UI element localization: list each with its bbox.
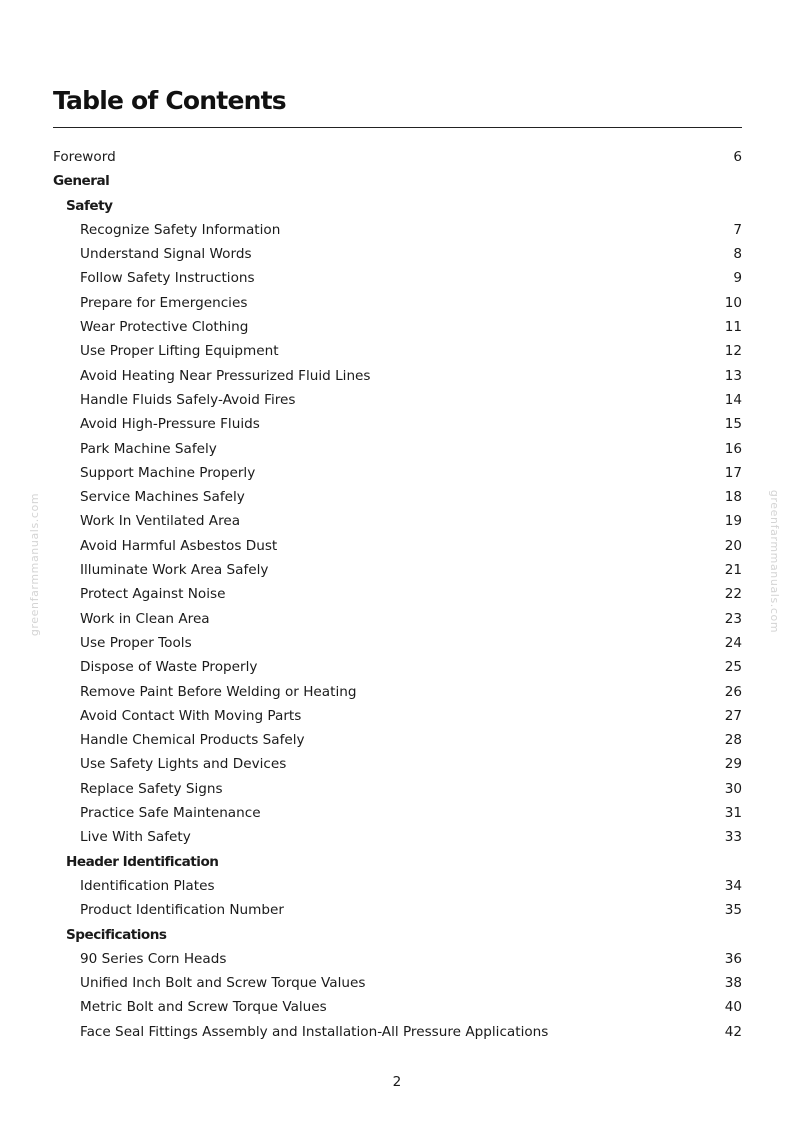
toc-entry[interactable] xyxy=(53,145,742,169)
toc-entry-label[interactable]: Illuminate Work Area Safely xyxy=(80,562,269,579)
toc-entry-page-number[interactable]: 14 xyxy=(724,391,742,408)
toc-entry-label[interactable]: Work in Clean Area xyxy=(80,610,210,627)
toc-entry-label: Safety xyxy=(66,197,113,214)
toc-entry-label[interactable]: Support Machine Properly xyxy=(80,464,256,481)
toc-entry-label: Header Identification xyxy=(66,853,219,870)
toc-entry-label[interactable]: Understand Signal Words xyxy=(80,246,252,263)
toc-entry-label[interactable]: Use Safety Lights and Devices xyxy=(80,756,287,773)
toc-entry-label[interactable]: Avoid High-Pressure Fluids xyxy=(80,416,260,433)
toc-entry-label[interactable]: Use Proper Lifting Equipment xyxy=(80,343,279,360)
toc-chapter xyxy=(53,169,742,193)
toc-entry-page-number[interactable]: 6 xyxy=(733,149,742,165)
toc-entry[interactable] xyxy=(53,461,742,485)
toc-entry-label[interactable]: Protect Against Noise xyxy=(80,586,226,603)
toc-entry-page-number[interactable]: 34 xyxy=(724,877,742,894)
toc-section xyxy=(53,923,742,947)
toc-entry-page-number[interactable]: 21 xyxy=(724,562,742,579)
toc-entry[interactable] xyxy=(53,388,742,412)
toc-entry-page-number[interactable]: 40 xyxy=(724,999,742,1016)
toc-entry-page-number[interactable]: 13 xyxy=(724,367,742,384)
toc-entry-label[interactable]: Work In Ventilated Area xyxy=(80,513,241,530)
toc-entry-page-number[interactable]: 33 xyxy=(724,829,742,846)
toc-entry[interactable] xyxy=(53,582,742,606)
toc-entry-page-number[interactable]: 35 xyxy=(724,902,742,919)
toc-entry[interactable] xyxy=(53,534,742,558)
toc-entry-label[interactable]: Metric Bolt and Screw Torque Values xyxy=(80,999,327,1016)
toc-entry-page-number[interactable]: 18 xyxy=(724,489,742,506)
toc-entry[interactable] xyxy=(53,631,742,655)
toc-entry-page-number[interactable]: 27 xyxy=(724,707,742,724)
toc-entry-page-number[interactable]: 8 xyxy=(733,246,742,263)
toc-entry[interactable] xyxy=(53,971,742,995)
toc-section xyxy=(53,850,742,874)
toc-entry[interactable] xyxy=(53,412,742,436)
toc-entry-page-number[interactable]: 28 xyxy=(724,732,742,749)
page-number: 2 xyxy=(392,1074,402,1090)
toc-entry[interactable] xyxy=(53,752,742,776)
toc-entry-label[interactable]: Avoid Heating Near Pressurized Fluid Lines xyxy=(80,367,371,384)
toc-entry[interactable] xyxy=(53,607,742,631)
watermark-right: greenfarmmanuals.com xyxy=(768,489,782,634)
toc-entry-page-number[interactable]: 20 xyxy=(724,537,742,554)
toc-entry-page-number[interactable]: 26 xyxy=(724,683,742,700)
toc-entry-page-number[interactable]: 10 xyxy=(724,294,742,311)
toc-list xyxy=(53,145,742,1044)
toc-section xyxy=(53,194,742,218)
toc-entry[interactable] xyxy=(53,728,742,752)
toc-entry-page-number[interactable]: 29 xyxy=(724,756,742,773)
toc-entry[interactable] xyxy=(53,704,742,728)
toc-entry-page-number[interactable]: 24 xyxy=(724,634,742,651)
toc-entry-label[interactable]: Use Proper Tools xyxy=(80,634,192,651)
toc-entry[interactable] xyxy=(53,680,742,704)
toc-entry[interactable] xyxy=(53,364,742,388)
toc-entry[interactable] xyxy=(53,1020,742,1044)
toc-entry[interactable] xyxy=(53,437,742,461)
toc-entry-label[interactable]: Live With Safety xyxy=(80,829,191,846)
toc-entry-page-number[interactable]: 30 xyxy=(724,780,742,797)
toc-entry[interactable] xyxy=(53,655,742,679)
toc-entry-page-number[interactable]: 22 xyxy=(724,586,742,603)
toc-entry-page-number[interactable]: 9 xyxy=(733,270,742,287)
toc-entry[interactable] xyxy=(53,777,742,801)
toc-entry[interactable] xyxy=(53,874,742,898)
toc-entry-label: General xyxy=(53,173,110,190)
toc-entry[interactable] xyxy=(53,218,742,242)
toc-entry[interactable] xyxy=(53,509,742,533)
toc-entry-label[interactable]: Identification Plates xyxy=(80,877,215,894)
toc-entry[interactable] xyxy=(53,947,742,971)
toc-entry[interactable] xyxy=(53,825,742,849)
toc-entry-label[interactable]: Handle Chemical Products Safely xyxy=(80,732,305,749)
toc-entry-label[interactable]: Prepare for Emergencies xyxy=(80,294,248,311)
toc-entry-label[interactable]: Practice Safe Maintenance xyxy=(80,805,261,822)
toc-entry-page-number[interactable]: 25 xyxy=(724,659,742,676)
toc-entry-page-number[interactable]: 16 xyxy=(724,440,742,457)
page-title: Table of Contents xyxy=(53,86,286,115)
toc-entry-page-number[interactable]: 31 xyxy=(724,805,742,822)
toc-entry[interactable] xyxy=(53,291,742,315)
toc-entry-label[interactable]: Avoid Contact With Moving Parts xyxy=(80,707,302,724)
toc-entry-page-number[interactable]: 17 xyxy=(724,464,742,481)
toc-entry-label[interactable]: Recognize Safety Information xyxy=(80,221,281,238)
toc-entry[interactable] xyxy=(53,266,742,290)
toc-entry[interactable] xyxy=(53,801,742,825)
toc-entry[interactable] xyxy=(53,339,742,363)
toc-entry-page-number[interactable]: 15 xyxy=(724,416,742,433)
toc-entry-page-number[interactable]: 7 xyxy=(733,221,742,238)
toc-entry-page-number[interactable]: 23 xyxy=(724,610,742,627)
toc-entry[interactable] xyxy=(53,315,742,339)
toc-entry-label[interactable]: Service Machines Safely xyxy=(80,489,245,506)
toc-entry[interactable] xyxy=(53,242,742,266)
title-divider xyxy=(53,127,742,128)
toc-entry-page-number[interactable]: 38 xyxy=(724,975,742,992)
toc-entry-label[interactable]: Product Identification Number xyxy=(80,902,284,919)
toc-entry-label[interactable]: Avoid Harmful Asbestos Dust xyxy=(80,537,278,554)
toc-entry-label[interactable]: Wear Protective Clothing xyxy=(80,319,249,336)
toc-entry-label[interactable]: Foreword xyxy=(53,149,116,165)
toc-entry-label[interactable]: 90 Series Corn Heads xyxy=(80,950,227,967)
toc-entry-label: Specifications xyxy=(66,926,167,943)
toc-entry-page-number[interactable]: 36 xyxy=(724,950,742,967)
toc-entry-label[interactable]: Dispose of Waste Properly xyxy=(80,659,258,676)
toc-entry-label[interactable]: Unified Inch Bolt and Screw Torque Values xyxy=(80,975,366,992)
toc-entry-label[interactable]: Handle Fluids Safely-Avoid Fires xyxy=(80,391,296,408)
toc-entry-label[interactable]: Follow Safety Instructions xyxy=(80,270,255,287)
toc-entry-page-number[interactable]: 11 xyxy=(724,319,742,336)
toc-entry[interactable] xyxy=(53,485,742,509)
toc-entry-label[interactable]: Replace Safety Signs xyxy=(80,780,223,797)
toc-entry-label[interactable]: Park Machine Safely xyxy=(80,440,217,457)
toc-entry-page-number[interactable]: 19 xyxy=(724,513,742,530)
toc-entry[interactable] xyxy=(53,995,742,1019)
toc-entry-label[interactable]: Face Seal Fittings Assembly and Installation-All Pressure Applications xyxy=(80,1023,549,1040)
watermark-left: greenfarmmanuals.com xyxy=(28,492,42,637)
toc-entry-page-number[interactable]: 12 xyxy=(724,343,742,360)
toc-entry[interactable] xyxy=(53,898,742,922)
toc-entry[interactable] xyxy=(53,558,742,582)
toc-entry-page-number[interactable]: 42 xyxy=(724,1023,742,1040)
toc-entry-label[interactable]: Remove Paint Before Welding or Heating xyxy=(80,683,357,700)
